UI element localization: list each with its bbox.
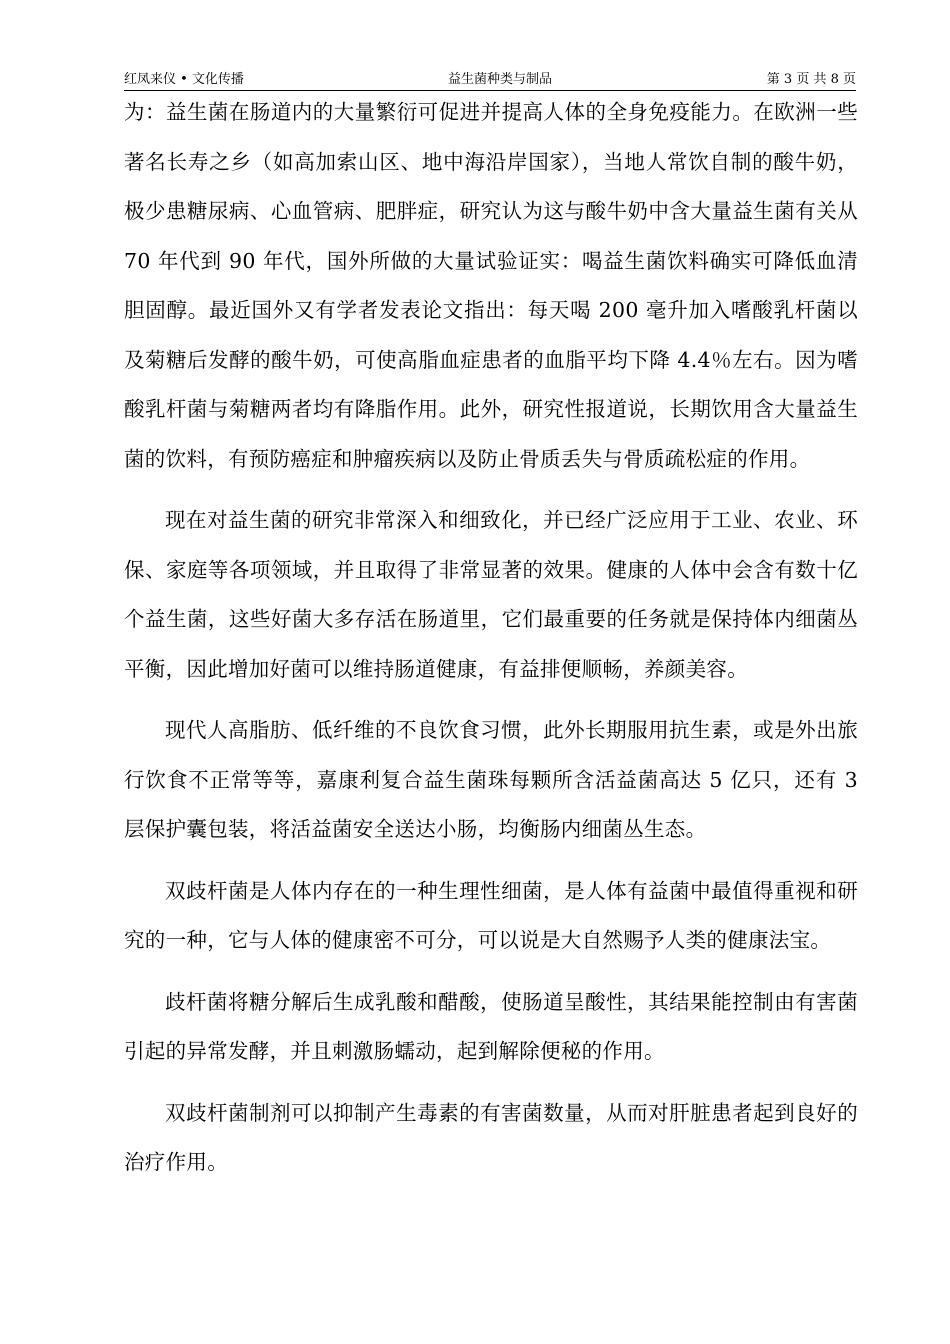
paragraph: 现在对益生菌的研究非常深入和细致化，并已经广泛应用于工业、农业、环保、家庭等各项领域，并且取得了非常显著的效果。健康的人体中会含有数十亿个益生菌，这些好菌大多存活在肠道里，它们最重要的任务就是保持体内细菌丛平衡，因此增加好菌可以维持肠道健康，有益排便顺畅，养颜美容。: [124, 508, 858, 681]
header-left-text: 红凤来仪 • 文化传播: [124, 72, 244, 87]
paragraph: 双歧杆菌制剂可以抑制产生毒素的有害菌数量，从而对肝脏患者起到良好的治疗作用。: [124, 1100, 858, 1174]
paragraph: 歧杆菌将糖分解后生成乳酸和醋酸，使肠道呈酸性，其结果能控制由有害菌引起的异常发酵，并且刺激肠蠕动，起到解除便秘的作用。: [124, 989, 858, 1063]
paragraph: 双歧杆菌是人体内存在的一种生理性细菌，是人体有益菌中最值得重视和研究的一种，它与人体的健康密不可分，可以说是大自然赐予人类的健康法宝。: [124, 878, 858, 952]
paragraph: 现代人高脂肪、低纤维的不良饮食习惯，此外长期服用抗生素，或是外出旅行饮食不正常等等，嘉康利复合益生菌珠每颗所含活益菌高达 5 亿只，还有 3 层保护囊包装，将活益菌安全送达小肠，均衡肠内细菌丛生态。: [124, 718, 858, 841]
page-number: 第 3 页 共 8 页: [766, 72, 856, 87]
body-text: [124, 88, 858, 1200]
header-title: 益生菌种类与制品: [448, 72, 553, 87]
paragraph: 为：益生菌在肠道内的大量繁衍可促进并提高人体的全身免疫能力。在欧洲一些著名长寿之乡（如高加索山区、地中海沿岸国家），当地人常饮自制的酸牛奶，极少患糖尿病、心血管病、肥胖症，研究认为这与酸牛奶中含大量益生菌有关从 70 年代到 90 年代，国外所做的大量试验证实：喝益生菌饮料确实可降低血清胆固醇。最近国外又有学者发表论文指出：每天喝 200 毫升加入嗜酸乳杆菌以及菊糖后发酵的酸牛奶，可使高脂血症患者的血脂平均下降 4.4％左右。因为嗜酸乳杆菌与菊糖两者均有降脂作用。此外，研究性报道说，长期饮用含大量益生菌的饮料，有预防癌症和肿瘤疾病以及防止骨质丢失与骨质疏松症的作用。: [124, 100, 858, 471]
